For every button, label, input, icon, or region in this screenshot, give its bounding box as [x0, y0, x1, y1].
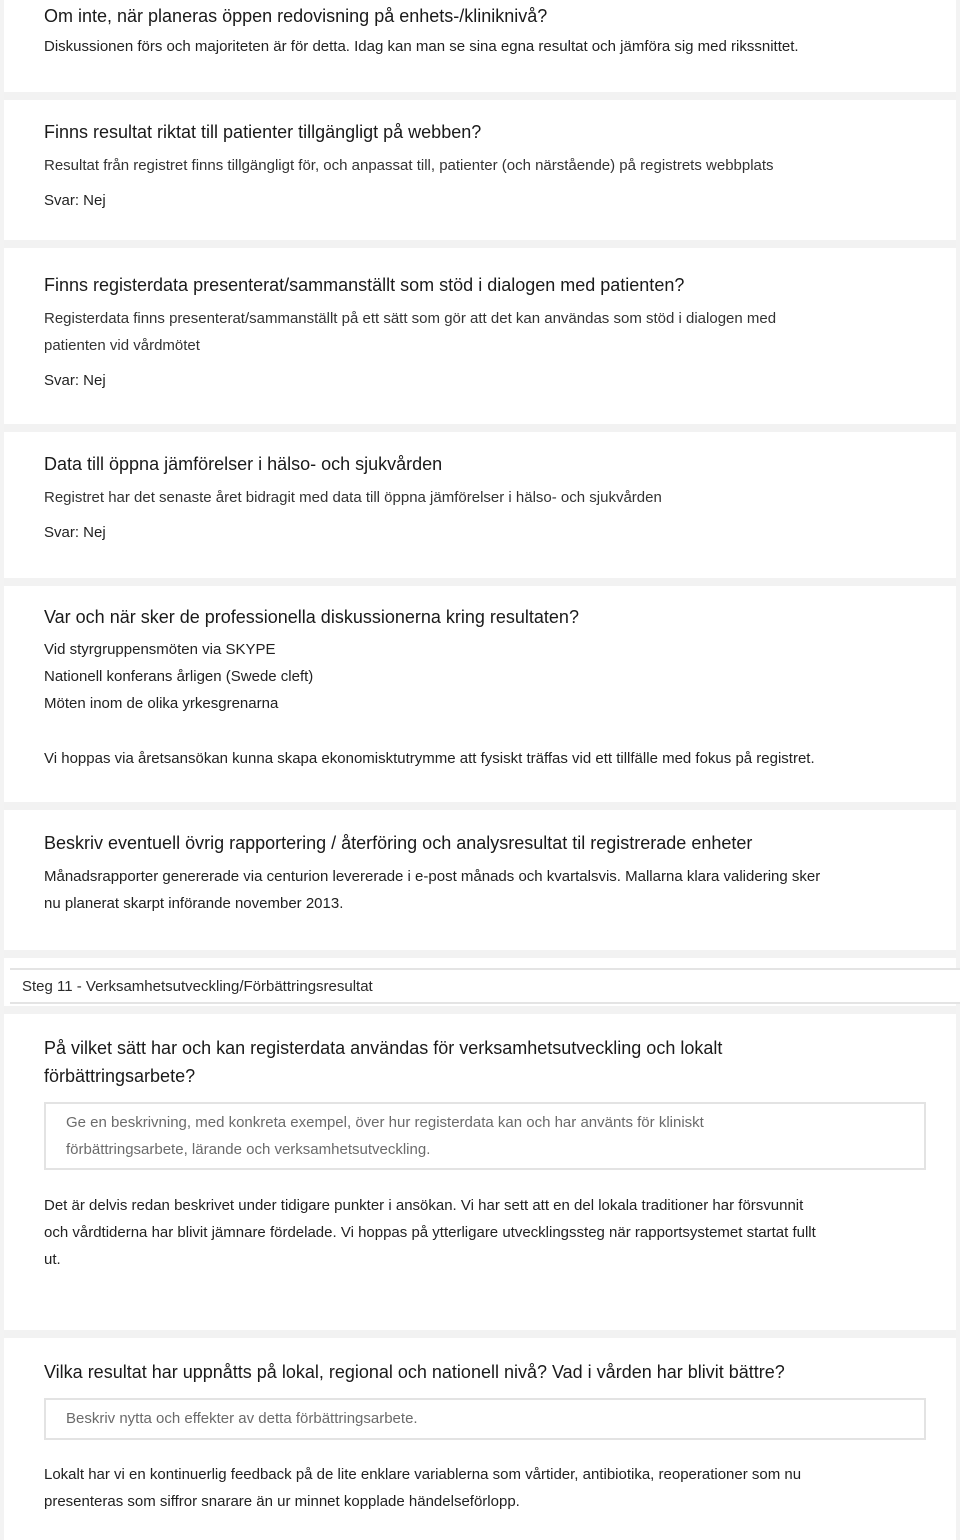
description-line: patienten vid vårdmötet: [44, 337, 200, 354]
question-title: Finns resultat riktat till patienter tillgängligt på webben?: [44, 122, 482, 142]
hint-line: Beskriv nytta och effekter av detta förbättringsarbete.: [66, 1410, 418, 1427]
answer-line: Vid styrgruppensmöten via SKYPE: [44, 641, 276, 658]
answer-line: och vårdtiderna har blivit jämnare fördelade. Vi hoppas på ytterligare utvecklingssteg när rapportsystemet startat fullt: [44, 1224, 816, 1241]
answer-line: ut.: [44, 1251, 61, 1268]
question-title: Finns registerdata presenterat/sammanställt som stöd i dialogen med patienten?: [44, 275, 685, 295]
section-divider: [4, 1330, 956, 1338]
answer-line: Lokalt har vi en kontinuerlig feedback på de lite enklare variablerna som vårtider, antibiotika, reoperationer som nu: [44, 1466, 802, 1483]
question-description: Registret har det senaste året bidragit med data till öppna jämförelser i hälso- och sjukvården: [44, 489, 662, 506]
question-description: Resultat från registret finns tillgängligt för, och anpassat till, patienter (och närstående) på registrets webbplats: [44, 157, 774, 174]
question-title: Om inte, när planeras öppen redovisning på enhets-/kliniknivå?: [44, 6, 548, 26]
answer-line: Nationell konferans årligen (Swede cleft): [44, 668, 314, 685]
answer-text: [44, 863, 934, 917]
question-title: Vilka resultat har uppnåtts på lokal, regional och nationell nivå? Vad i vården har blivit bättre?: [44, 1362, 785, 1382]
answer-text: Svar: Nej: [44, 372, 106, 389]
section-divider: [4, 950, 956, 958]
answer-extra: Vi hoppas via åretsansökan kunna skapa ekonomisktutrymme att fysiskt träffas vid ett tillfälle med fokus på registret.: [44, 750, 815, 767]
section-divider: [4, 424, 956, 432]
answer-text: [44, 1461, 934, 1515]
question-title: [44, 1034, 924, 1090]
section-divider: [4, 578, 956, 586]
section-divider: [4, 1006, 956, 1014]
question-description: [44, 305, 934, 359]
answer-line: Möten inom de olika yrkesgrenarna: [44, 695, 279, 712]
answer-text: Diskussionen förs och majoriteten är för detta. Idag kan man se sina egna resultat och jämföra sig med rikssnittet.: [44, 38, 799, 55]
hint-line: förbättringsarbete, lärande och verksamhetsutveckling.: [66, 1141, 431, 1158]
hint-box: [44, 1102, 926, 1170]
question-title: Data till öppna jämförelser i hälso- och sjukvården: [44, 454, 443, 474]
answer-line: Det är delvis redan beskrivet under tidigare punkter i ansökan. Vi har sett att en del lokala traditioner har försvunnit: [44, 1197, 804, 1214]
section-divider: [4, 240, 956, 248]
section-divider: [4, 802, 956, 810]
question-title: Var och när sker de professionella diskussionerna kring resultaten?: [44, 607, 579, 627]
answer-text: Svar: Nej: [44, 524, 106, 541]
step-title: Steg 11 - Verksamhetsutveckling/Förbättringsresultat: [22, 978, 373, 995]
hint-box: [44, 1398, 926, 1440]
answer-line: presenteras som siffror snarare än ur minnet kopplade händelseförlopp.: [44, 1493, 520, 1510]
question-line: förbättringsarbete?: [44, 1066, 196, 1086]
description-line: Registerdata finns presenterat/sammanställt på ett sätt som gör att det kan användas som stöd i dialogen med: [44, 310, 777, 327]
section-divider: [4, 92, 956, 100]
hint-line: Ge en beskrivning, med konkreta exempel, över hur registerdata kan och har använts för kliniskt: [66, 1114, 704, 1131]
answer-line: Månadsrapporter genererade via centurion levererade i e-post månads och kvartalsvis. Mallarna klara validering sker: [44, 868, 821, 885]
question-line: På vilket sätt har och kan registerdata användas för verksamhetsutveckling och lokalt: [44, 1038, 723, 1058]
answer-text: Svar: Nej: [44, 192, 106, 209]
answer-line: nu planerat skarpt införande november 2013.: [44, 895, 344, 912]
step-header: [10, 968, 960, 1004]
question-title: Beskriv eventuell övrig rapportering / återföring och analysresultat til registrerade enheter: [44, 833, 753, 853]
answer-text: [44, 1192, 934, 1273]
answer-text: [44, 636, 934, 717]
